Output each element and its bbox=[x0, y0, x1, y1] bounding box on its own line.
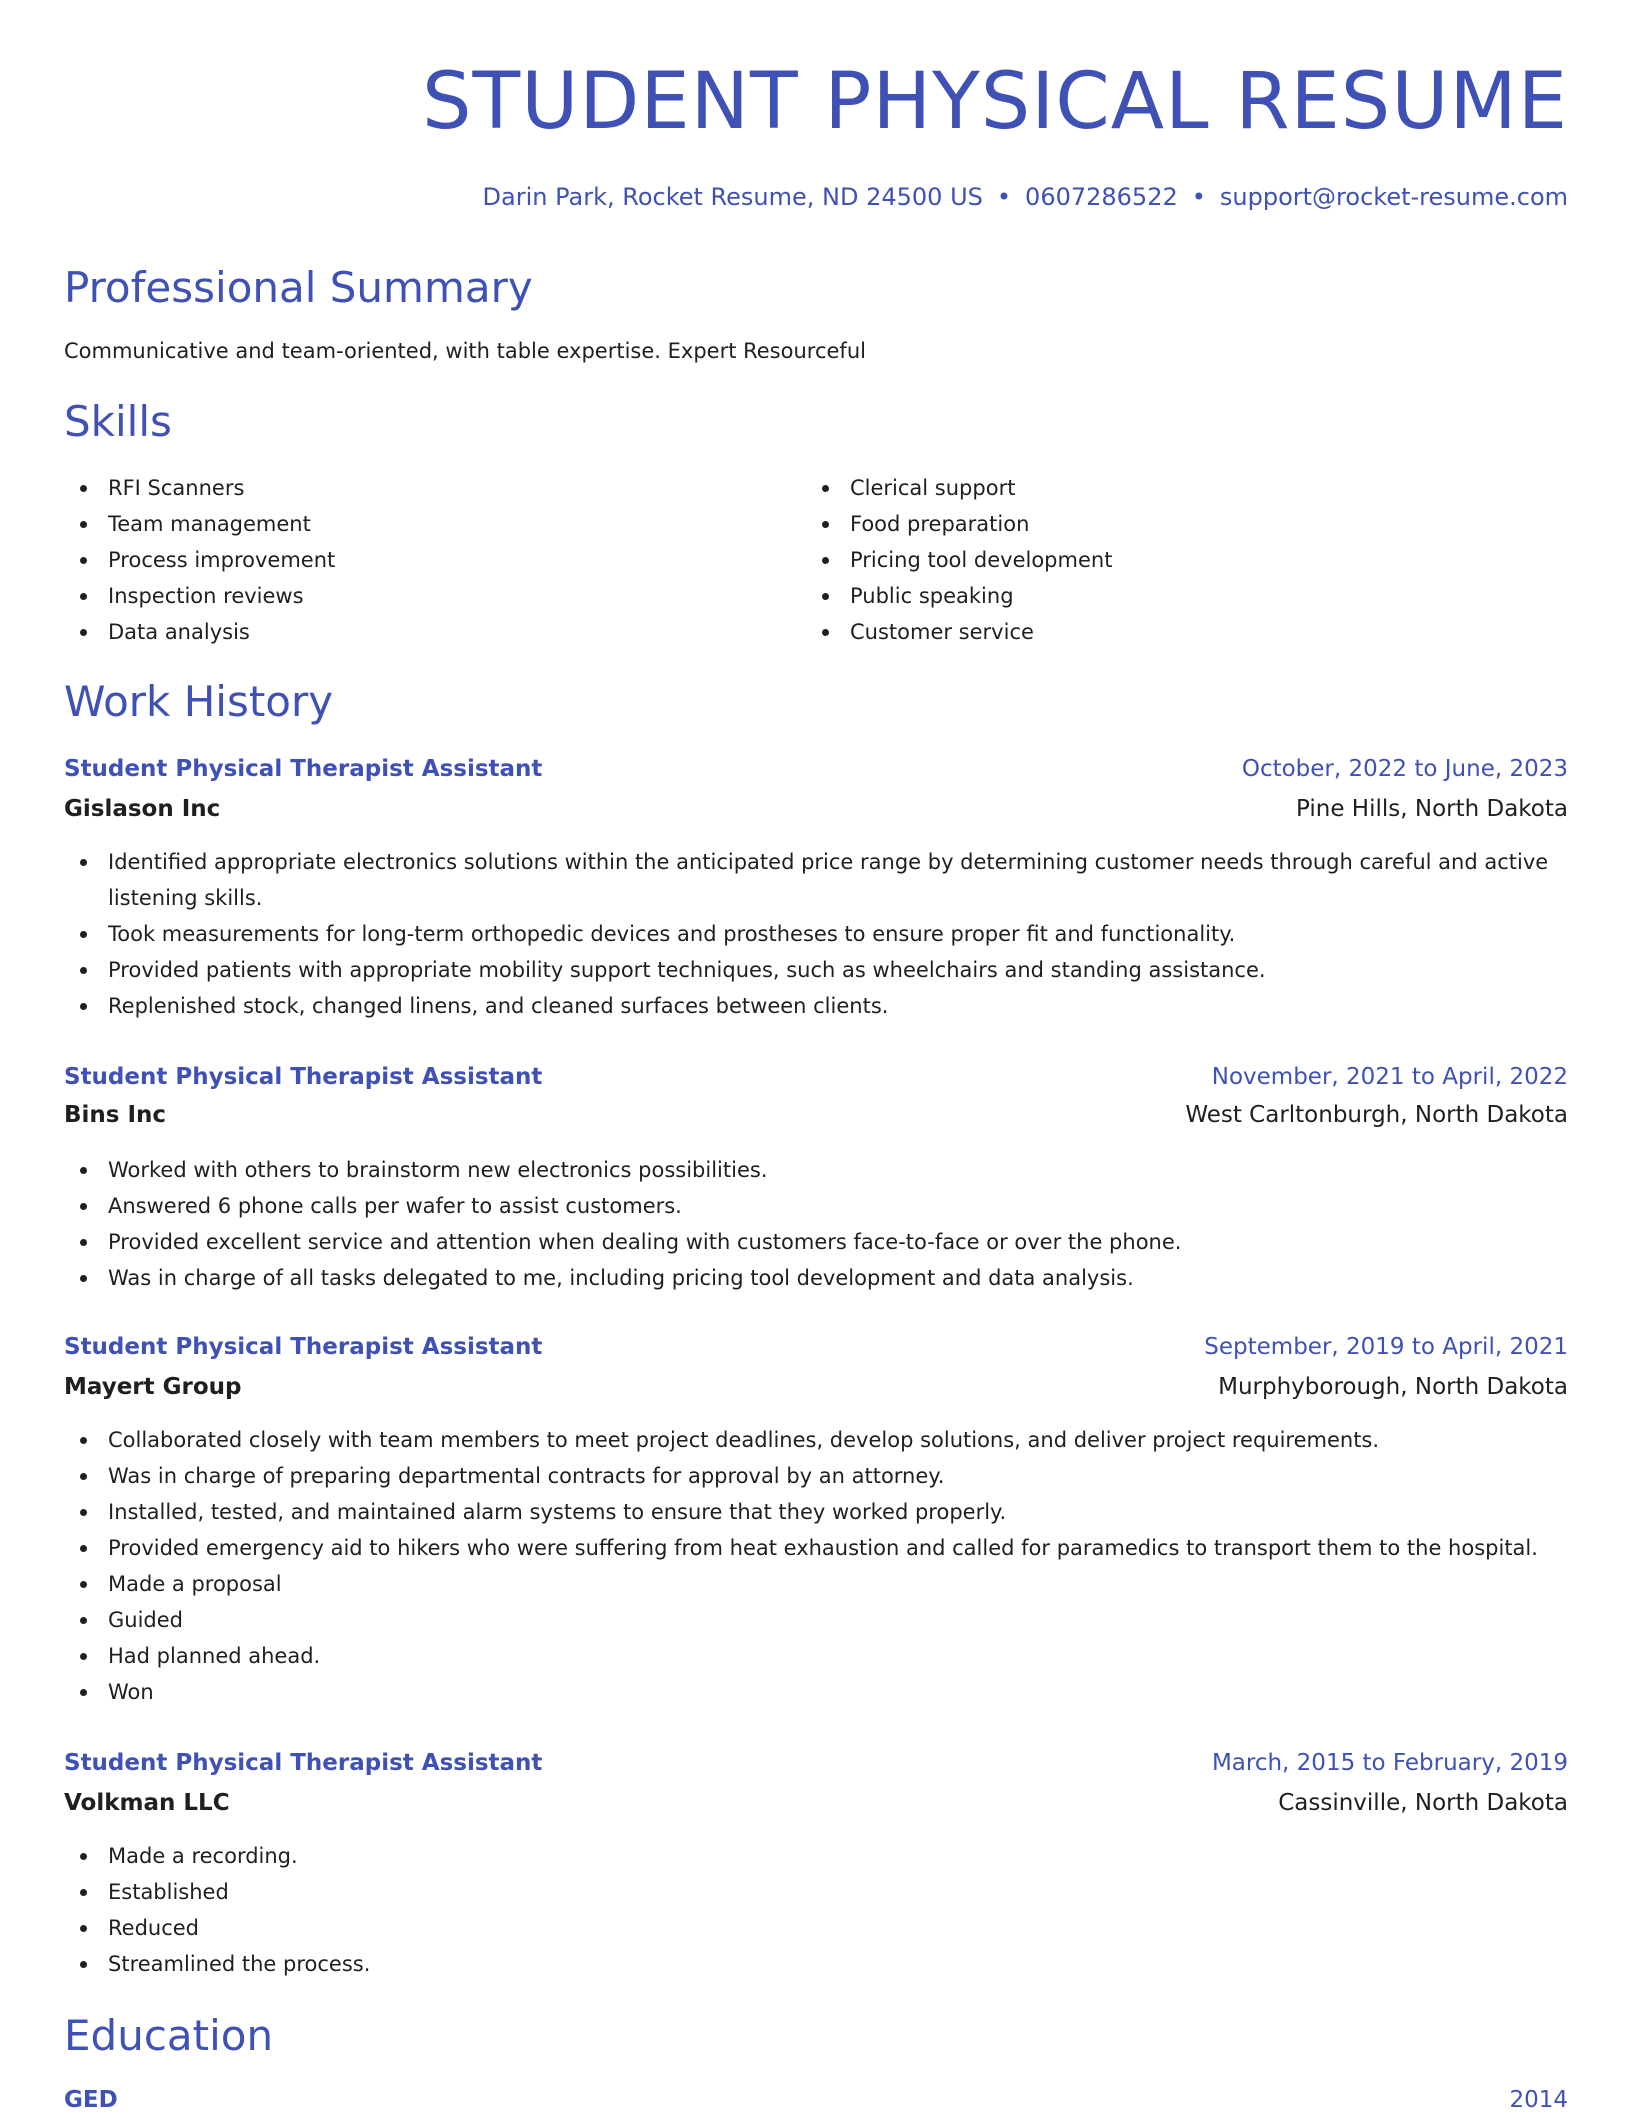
job-bullet: Was in charge of all tasks delegated to me, including pricing tool development and data analysis. bbox=[64, 1260, 1181, 1296]
skill-item: Team management bbox=[64, 506, 335, 542]
education-heading: Education bbox=[64, 2011, 274, 2060]
job-bullet: Provided patients with appropriate mobility support techniques, such as wheelchairs and standing assistance. bbox=[64, 952, 1568, 988]
job-title: Student Physical Therapist Assistant bbox=[64, 1750, 543, 1776]
job-bullet: Made a recording. bbox=[64, 1838, 370, 1874]
job-bullet: Streamlined the process. bbox=[64, 1946, 370, 1982]
education-degree: GED bbox=[64, 2087, 118, 2112]
summary-text: Communicative and team-oriented, with table expertise. Expert Resourceful bbox=[64, 339, 866, 363]
contact-phone: 0607286522 bbox=[1025, 183, 1178, 211]
job-bullet: Reduced bbox=[64, 1910, 370, 1946]
skill-item: Data analysis bbox=[64, 614, 335, 650]
education-year: 2014 bbox=[1509, 2087, 1568, 2112]
skills-list-left bbox=[64, 470, 335, 650]
job-location: Cassinville, North Dakota bbox=[1278, 1790, 1568, 1816]
work-history-heading: Work History bbox=[64, 677, 334, 726]
skills-heading: Skills bbox=[64, 397, 172, 446]
contact-email[interactable]: support@rocket-resume.com bbox=[1219, 183, 1568, 211]
skill-item: Inspection reviews bbox=[64, 578, 335, 614]
job-bullet: Took measurements for long-term orthopedic devices and prostheses to ensure proper fit and functionality. bbox=[64, 916, 1568, 952]
job-bullet: Identified appropriate electronics solutions within the anticipated price range by determining customer needs through careful and active listening skills. bbox=[64, 844, 1568, 916]
job-dates: September, 2019 to April, 2021 bbox=[1204, 1334, 1568, 1360]
job-title: Student Physical Therapist Assistant bbox=[64, 756, 543, 782]
job-company: Bins Inc bbox=[64, 1102, 167, 1128]
job-bullet: Established bbox=[64, 1874, 370, 1910]
job-bullet: Collaborated closely with team members to meet project deadlines, develop solutions, and deliver project requirements. bbox=[64, 1422, 1538, 1458]
job-bullets bbox=[64, 1422, 1538, 1710]
job-title: Student Physical Therapist Assistant bbox=[64, 1334, 543, 1360]
contact-separator: • bbox=[996, 183, 1012, 211]
skill-item: Process improvement bbox=[64, 542, 335, 578]
job-company: Mayert Group bbox=[64, 1374, 242, 1400]
job-bullets bbox=[64, 844, 1568, 1024]
job-bullet: Replenished stock, changed linens, and cleaned surfaces between clients. bbox=[64, 988, 1568, 1024]
job-bullet: Installed, tested, and maintained alarm systems to ensure that they worked properly. bbox=[64, 1494, 1538, 1530]
job-bullet: Provided excellent service and attention when dealing with customers face-to-face or over the phone. bbox=[64, 1224, 1181, 1260]
job-bullet: Made a proposal bbox=[64, 1566, 1538, 1602]
resume-title: STUDENT PHYSICAL RESUME bbox=[422, 57, 1568, 147]
job-location: Pine Hills, North Dakota bbox=[1296, 796, 1568, 822]
job-bullets bbox=[64, 1152, 1181, 1296]
resume-page bbox=[64, 0, 1568, 2112]
contact-address: Darin Park, Rocket Resume, ND 24500 US bbox=[482, 183, 983, 211]
job-location: Murphyborough, North Dakota bbox=[1218, 1374, 1568, 1400]
skill-item: Clerical support bbox=[806, 470, 1112, 506]
contact-separator: • bbox=[1191, 183, 1206, 211]
job-bullet: Worked with others to brainstorm new electronics possibilities. bbox=[64, 1152, 1181, 1188]
job-dates: October, 2022 to June, 2023 bbox=[1241, 756, 1568, 782]
job-company: Gislason Inc bbox=[64, 796, 221, 822]
skill-item: Pricing tool development bbox=[806, 542, 1112, 578]
skill-item: RFI Scanners bbox=[64, 470, 335, 506]
job-bullet: Was in charge of preparing departmental contracts for approval by an attorney. bbox=[64, 1458, 1538, 1494]
job-bullet: Won bbox=[64, 1674, 1538, 1710]
job-bullet: Had planned ahead. bbox=[64, 1638, 1538, 1674]
job-title: Student Physical Therapist Assistant bbox=[64, 1064, 543, 1090]
job-company: Volkman LLC bbox=[64, 1790, 230, 1816]
job-location: West Carltonburgh, North Dakota bbox=[1185, 1102, 1568, 1128]
job-bullet: Answered 6 phone calls per wafer to assist customers. bbox=[64, 1188, 1181, 1224]
summary-heading: Professional Summary bbox=[64, 263, 533, 312]
skill-item: Food preparation bbox=[806, 506, 1112, 542]
job-bullets bbox=[64, 1838, 370, 1982]
skills-list-right bbox=[806, 470, 1112, 650]
skill-item: Customer service bbox=[806, 614, 1112, 650]
job-dates: November, 2021 to April, 2022 bbox=[1211, 1064, 1568, 1090]
job-dates: March, 2015 to February, 2019 bbox=[1211, 1750, 1568, 1776]
skill-item: Public speaking bbox=[806, 578, 1112, 614]
job-bullet: Guided bbox=[64, 1602, 1538, 1638]
job-bullet: Provided emergency aid to hikers who were suffering from heat exhaustion and called for paramedics to transport them to the hospital. bbox=[64, 1530, 1538, 1566]
contact-line bbox=[483, 181, 1568, 213]
